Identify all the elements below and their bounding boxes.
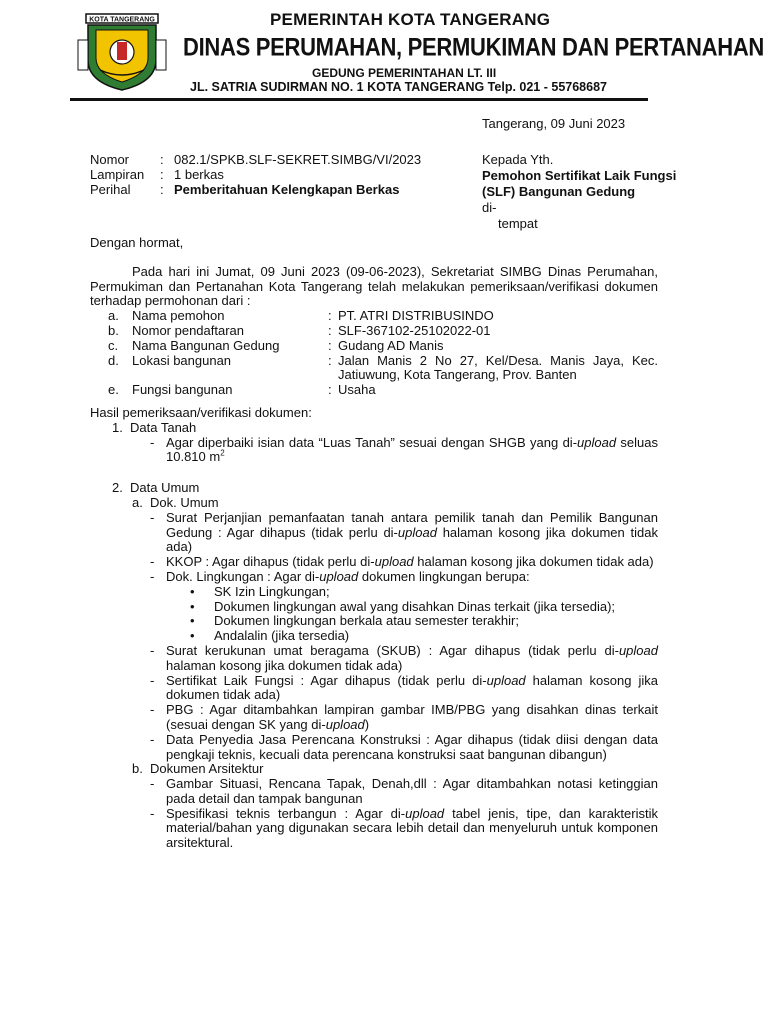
list-item: c. Nama Bangunan Gedung : Gudang AD Manis (108, 337, 444, 353)
list-item: a. Nama pemohon : PT. ATRI DISTRIBUSINDO (108, 308, 494, 324)
list-item: - Surat kerukunan umat beragama (SKUB) : Agar dihapus (tidak perlu di-upload halaman kosong jika dokumen tidak ada) (150, 642, 658, 673)
list-item: • Andalalin (jika tersedia) (190, 628, 350, 644)
results-title: Hasil pemeriksaan/verifikasi dokumen: (90, 404, 312, 420)
meta-perihal: Perihal : Pemberitahuan Kelengkapan Berkas (90, 182, 400, 197)
meta-lampiran: Lampiran : 1 berkas (90, 167, 224, 182)
recipient-block: Kepada Yth. Pemohon Sertifikat Laik Fungsi (SLF) Bangunan Gedung di- tempat (482, 152, 677, 231)
applicant-details (108, 309, 658, 398)
letter-date: Tangerang, 09 Juni 2023 (482, 116, 626, 131)
kop-address: JL. SATRIA SUDIRMAN NO. 1 KOTA TANGERANG Telp. 021 - 55768687 (190, 80, 607, 94)
list-item: e. Fungsi bangunan : Usaha (108, 382, 376, 398)
logo-caption: KOTA TANGERANG (89, 16, 155, 24)
letter-meta (90, 152, 421, 197)
list-item: • Dokumen lingkungan berkala atau semester terakhir; (190, 613, 519, 629)
list-item: - Spesifikasi teknis terbangun : Agar di-upload tabel jenis, tipe, dan karakteristik material/bahan yang digunakan secara lebih detail dan menyeluruh untuk komponen arsitektural. (150, 805, 658, 851)
kop-government: PEMERINTAH KOTA TANGERANG (270, 10, 551, 29)
section-data-tanah: 1. Data Tanah (112, 419, 197, 435)
meta-nomor: Nomor : 082.1/SPKB.SLF-SEKRET.SIMBG/VI/2023 (90, 152, 422, 167)
intro-paragraph: Pada hari ini Jumat, 09 Juni 2023 (09-06-2023), Sekretariat SIMBG Dinas Perumahan, Permukiman dan Pertanahan Kota Tangerang telah melakukan pemeriksaan/verifikasi dokumen terhadap permohonan dari : (90, 263, 658, 309)
kop-building: GEDUNG PEMERINTAHAN LT. III (312, 66, 497, 80)
subsection-dokumen-arsitektur: b. Dokumen Arsitektur (132, 761, 264, 777)
letter-body (90, 236, 658, 851)
list-item: - Agar diperbaiki isian data “Luas Tanah” sesuai dengan SHGB yang di-upload seluas 10.810 $m^2$ (150, 434, 658, 465)
list-item: b. Nomor pendaftaran : SLF-367102-25102022-01 (108, 322, 491, 338)
kota-tangerang-logo (74, 12, 170, 92)
greeting: Dengan hormat, (90, 235, 184, 250)
section-data-umum: 2. Data Umum (112, 480, 200, 496)
list-item: - Gambar Situasi, Rencana Tapak, Denah,dll : Agar ditambahkan notasi ketinggian pada detail dan tampak bangunan (150, 776, 658, 806)
list-item: - PBG : Agar ditambahkan lampiran gambar IMB/PBG yang disahkan dinas terkait (sesuai dengan SK yang di-upload) (150, 702, 658, 732)
list-item: - Surat Perjanjian pemanfaatan tanah antara pemilik tanah dan Pemilik Bangunan Gedung : Agar dihapus (tidak perlu di-upload halaman kosong jika dokumen tidak ada) (150, 509, 658, 555)
list-item: - Data Penyedia Jasa Perencana Konstruksi : Agar dihapus (tidak diisi dengan data pengkaji teknis, kecuali data perencana konstruksi saat bangunan dibangun) (150, 731, 658, 762)
list-item: • SK Izin Lingkungan; (190, 583, 330, 599)
list-item: - Sertifikat Laik Fungsi : Agar dihapus (tidak perlu di-upload halaman kosong jika dokumen tidak ada) (150, 672, 658, 703)
list-item: • Dokumen lingkungan awal yang disahkan Dinas terkait (jika tersedia); (190, 598, 616, 614)
subsection-dok-umum: a. Dok. Umum (132, 494, 219, 510)
list-item: - Dok. Lingkungan : Agar di-upload dokumen lingkungan berupa: (150, 568, 530, 584)
kop-agency: DINAS PERUMAHAN, PERMUKIMAN DAN PERTANAHAN (183, 33, 764, 61)
letterhead-rule (70, 98, 648, 101)
list-item: d. Lokasi bangunan : Jalan Manis 2 No 27, Kel/Desa. Manis Jaya, Kec. Jatiuwung, Kota Tangerang, Prov. Banten (108, 352, 658, 383)
list-item: - KKOP : Agar dihapus (tidak perlu di-upload halaman kosong jika dokumen tidak ada) (150, 554, 654, 570)
